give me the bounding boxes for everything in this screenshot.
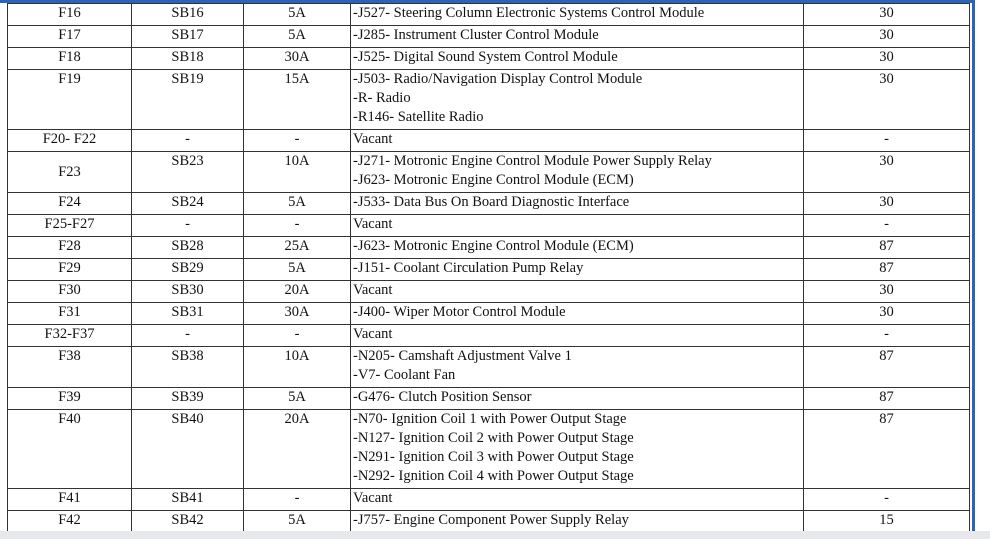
description-cell — [351, 215, 804, 237]
description-line: -N70- Ignition Coil 1 with Power Output Stage — [353, 411, 627, 427]
description-cell — [351, 325, 804, 347]
fuse-cell: F29 — [8, 259, 132, 281]
table-row — [8, 26, 970, 48]
fuse-cell: F23 — [8, 152, 132, 193]
fuse-cell: F42 — [8, 511, 132, 533]
description-line: -J527- Steering Column Electronic Systems Control Module — [353, 5, 705, 21]
description-line: -N291- Ignition Coil 3 with Power Output Stage — [353, 449, 634, 465]
amperage-cell: 10A — [244, 347, 351, 388]
terminal-cell: 30 — [804, 26, 970, 48]
description-line: -J400- Wiper Motor Control Module — [353, 304, 566, 320]
description-cell — [351, 26, 804, 48]
description-cell — [351, 259, 804, 281]
sb-cell: SB17 — [132, 26, 244, 48]
table-row — [8, 489, 970, 511]
description-line: -N205- Camshaft Adjustment Valve 1 — [353, 348, 572, 364]
fuse-cell: F16 — [8, 4, 132, 26]
fuse-cell: F32-F37 — [8, 325, 132, 347]
description-line: -R- Radio — [353, 90, 411, 106]
terminal-cell: 87 — [804, 259, 970, 281]
amperage-cell: 15A — [244, 70, 351, 130]
description-line: Vacant — [353, 490, 393, 506]
description-line: -J151- Coolant Circulation Pump Relay — [353, 260, 584, 276]
sb-cell: SB40 — [132, 410, 244, 489]
bottom-scroll-area — [0, 531, 990, 539]
fuse-cell: F25-F27 — [8, 215, 132, 237]
amperage-cell: - — [244, 130, 351, 152]
table-row — [8, 303, 970, 325]
description-line: -J285- Instrument Cluster Control Module — [353, 27, 599, 43]
description-line: -J271- Motronic Engine Control Module Power Supply Relay — [353, 153, 712, 169]
description-cell — [351, 511, 804, 533]
amperage-cell: 10A — [244, 152, 351, 193]
sb-cell: SB39 — [132, 388, 244, 410]
description-line: -V7- Coolant Fan — [353, 367, 456, 383]
sb-cell: SB31 — [132, 303, 244, 325]
fuse-cell: F39 — [8, 388, 132, 410]
table-row — [8, 237, 970, 259]
sb-cell: SB24 — [132, 193, 244, 215]
amperage-cell: 20A — [244, 281, 351, 303]
terminal-cell: - — [804, 215, 970, 237]
description-cell — [351, 70, 804, 130]
sb-cell: SB16 — [132, 4, 244, 26]
amperage-cell: 30A — [244, 48, 351, 70]
description-cell — [351, 281, 804, 303]
table-row — [8, 511, 970, 533]
description-line: -G476- Clutch Position Sensor — [353, 389, 532, 405]
table-row — [8, 70, 970, 130]
terminal-cell: 30 — [804, 152, 970, 193]
terminal-cell: 15 — [804, 511, 970, 533]
sb-cell: SB30 — [132, 281, 244, 303]
amperage-cell: 5A — [244, 511, 351, 533]
terminal-cell: 30 — [804, 4, 970, 26]
sb-cell: - — [132, 130, 244, 152]
description-line: -J757- Engine Component Power Supply Relay — [353, 512, 629, 528]
table-row — [8, 48, 970, 70]
table-row — [8, 325, 970, 347]
table-row — [8, 152, 970, 193]
description-cell — [351, 130, 804, 152]
description-line: Vacant — [353, 216, 393, 232]
description-line: Vacant — [353, 282, 393, 298]
description-cell — [351, 152, 804, 193]
amperage-cell: 30A — [244, 303, 351, 325]
description-line: -J525- Digital Sound System Control Module — [353, 49, 618, 65]
terminal-cell: 30 — [804, 70, 970, 130]
fuse-cell: F17 — [8, 26, 132, 48]
table-row — [8, 215, 970, 237]
terminal-cell: 87 — [804, 388, 970, 410]
description-line: -J623- Motronic Engine Control Module (ECM) — [353, 172, 634, 188]
terminal-cell: 87 — [804, 410, 970, 489]
description-line: Vacant — [353, 326, 393, 342]
sb-cell: - — [132, 215, 244, 237]
description-cell — [351, 303, 804, 325]
amperage-cell: - — [244, 489, 351, 511]
fuse-cell: F41 — [8, 489, 132, 511]
right-border-line — [972, 0, 975, 539]
terminal-cell: 87 — [804, 347, 970, 388]
fuse-cell: F28 — [8, 237, 132, 259]
description-cell — [351, 489, 804, 511]
terminal-cell: 87 — [804, 237, 970, 259]
terminal-cell: 30 — [804, 281, 970, 303]
description-cell — [351, 48, 804, 70]
sb-cell: SB28 — [132, 237, 244, 259]
description-line: -N127- Ignition Coil 2 with Power Output Stage — [353, 430, 634, 446]
sb-cell: SB29 — [132, 259, 244, 281]
fuse-cell: F18 — [8, 48, 132, 70]
fuse-cell: F19 — [8, 70, 132, 130]
description-cell — [351, 193, 804, 215]
fuse-cell: F20- F22 — [8, 130, 132, 152]
fuse-table-body — [8, 4, 970, 533]
description-line: -J623- Motronic Engine Control Module (ECM) — [353, 238, 634, 254]
terminal-cell: 30 — [804, 48, 970, 70]
amperage-cell: 5A — [244, 26, 351, 48]
amperage-cell: 5A — [244, 193, 351, 215]
terminal-cell: 30 — [804, 193, 970, 215]
terminal-cell: 30 — [804, 303, 970, 325]
sb-cell: SB19 — [132, 70, 244, 130]
table-row — [8, 130, 970, 152]
sb-cell: SB41 — [132, 489, 244, 511]
sb-cell: - — [132, 325, 244, 347]
table-row — [8, 193, 970, 215]
description-cell — [351, 4, 804, 26]
description-line: -N292- Ignition Coil 4 with Power Output Stage — [353, 468, 634, 484]
fuse-cell: F24 — [8, 193, 132, 215]
amperage-cell: 5A — [244, 388, 351, 410]
sb-cell: SB18 — [132, 48, 244, 70]
terminal-cell: - — [804, 325, 970, 347]
description-line: -J533- Data Bus On Board Diagnostic Interface — [353, 194, 630, 210]
fuse-cell: F40 — [8, 410, 132, 489]
terminal-cell: - — [804, 489, 970, 511]
terminal-cell: - — [804, 130, 970, 152]
amperage-cell: 5A — [244, 4, 351, 26]
fuse-table — [7, 3, 970, 533]
sb-cell: SB38 — [132, 347, 244, 388]
description-cell — [351, 388, 804, 410]
table-row — [8, 281, 970, 303]
amperage-cell: - — [244, 215, 351, 237]
amperage-cell: 25A — [244, 237, 351, 259]
amperage-cell: 20A — [244, 410, 351, 489]
amperage-cell: - — [244, 325, 351, 347]
sb-cell: SB42 — [132, 511, 244, 533]
fuse-cell: F38 — [8, 347, 132, 388]
description-cell — [351, 347, 804, 388]
description-line: -J503- Radio/Navigation Display Control Module — [353, 71, 643, 87]
fuse-cell: F31 — [8, 303, 132, 325]
description-cell — [351, 237, 804, 259]
amperage-cell: 5A — [244, 259, 351, 281]
description-cell — [351, 410, 804, 489]
sb-cell: SB23 — [132, 152, 244, 193]
table-row — [8, 410, 970, 489]
table-row — [8, 347, 970, 388]
table-row — [8, 388, 970, 410]
description-line: Vacant — [353, 131, 393, 147]
fuse-cell: F30 — [8, 281, 132, 303]
description-line: -R146- Satellite Radio — [353, 109, 484, 125]
table-row — [8, 4, 970, 26]
table-row — [8, 259, 970, 281]
